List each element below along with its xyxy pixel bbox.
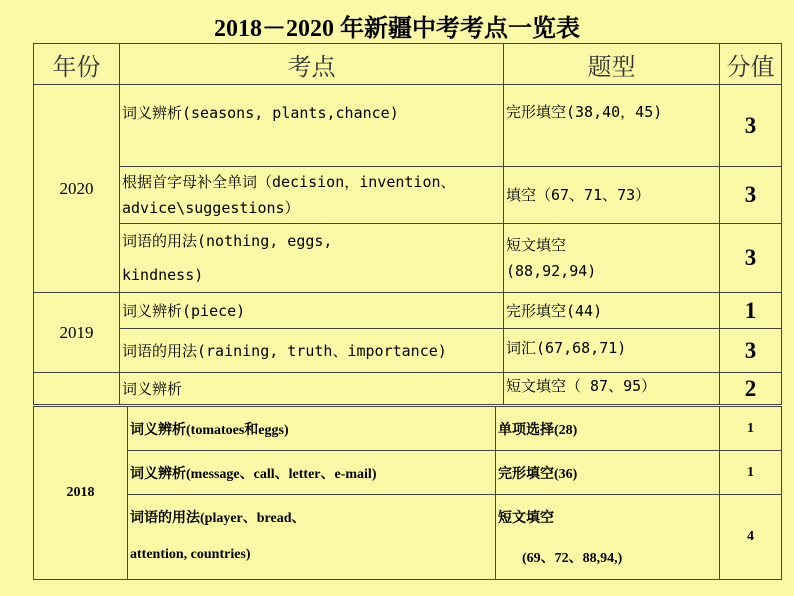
point-line-1: 词语的用法(nothing, eggs, — [122, 232, 333, 250]
point-cell: 词义辨析(tomatoes和eggs) — [128, 407, 496, 451]
year-cell: 2020 — [34, 85, 120, 293]
point-line-2: kindness) — [122, 266, 204, 284]
type-line-1: 短文填空 — [506, 236, 567, 254]
type-cell: 完形填空(44) — [504, 293, 720, 329]
table-row — [34, 167, 782, 224]
year-cell: 2018 — [34, 407, 128, 580]
type-cell: 完形填空(38,40，45) — [504, 85, 720, 167]
value-cell: 4 — [720, 495, 782, 580]
type-cell: 词汇(67,68,71) — [504, 329, 720, 373]
table-row — [34, 373, 782, 405]
point-cell: 词义辨析(seasons, plants,chance) — [120, 85, 504, 167]
value-cell: 1 — [720, 407, 782, 451]
exam-points-table-2018 — [33, 406, 782, 580]
type-cell — [496, 495, 720, 580]
header-row — [34, 44, 782, 85]
type-cell: 短文填空（ 87、95） — [504, 373, 720, 405]
value-cell: 1 — [720, 451, 782, 495]
type-cell: 单项选择(28) — [496, 407, 720, 451]
value-cell: 3 — [720, 329, 782, 373]
page-title: 2018－2020 年新疆中考考点一览表 — [214, 16, 580, 42]
exam-points-table-2019-2020 — [33, 43, 782, 405]
type-cell: 完形填空(36) — [496, 451, 720, 495]
point-line-2: attention, countries) — [130, 547, 251, 562]
table-row — [34, 451, 782, 495]
type-line-2: (69、72、88,94,) — [522, 551, 623, 566]
table-row — [34, 85, 782, 167]
type-cell: 填空（67、71、73） — [504, 167, 720, 224]
value-cell: 1 — [720, 293, 782, 329]
type-line-2: (88,92,94) — [506, 262, 597, 280]
table-row — [34, 329, 782, 373]
value-cell: 3 — [720, 167, 782, 224]
point-cell: 词义辨析(piece) — [120, 293, 504, 329]
point-line-1: 词语的用法(player、bread、 — [130, 511, 306, 526]
year-cell-empty — [34, 373, 120, 405]
value-cell: 3 — [720, 85, 782, 167]
point-cell: 词义辨析(message、call、letter、e-mail) — [128, 451, 496, 495]
type-cell — [504, 224, 720, 293]
type-line-1: 短文填空 — [498, 511, 554, 526]
header-type: 题型 — [504, 44, 720, 85]
header-value: 分值 — [720, 44, 782, 85]
header-point: 考点 — [120, 44, 504, 85]
table-row — [34, 495, 782, 580]
table-row — [34, 407, 782, 451]
point-cell: 词义辨析 — [120, 373, 504, 405]
value-cell: 3 — [720, 224, 782, 293]
point-cell — [120, 224, 504, 293]
header-year: 年份 — [34, 44, 120, 85]
point-cell: 词语的用法(raining, truth、importance) — [120, 329, 504, 373]
table-row — [34, 293, 782, 329]
point-cell — [128, 495, 496, 580]
year-cell: 2019 — [34, 293, 120, 373]
value-cell: 2 — [720, 373, 782, 405]
table-row — [34, 224, 782, 293]
point-cell: 根据首字母补全单词（decision，invention、advice\suggestions） — [120, 167, 504, 224]
